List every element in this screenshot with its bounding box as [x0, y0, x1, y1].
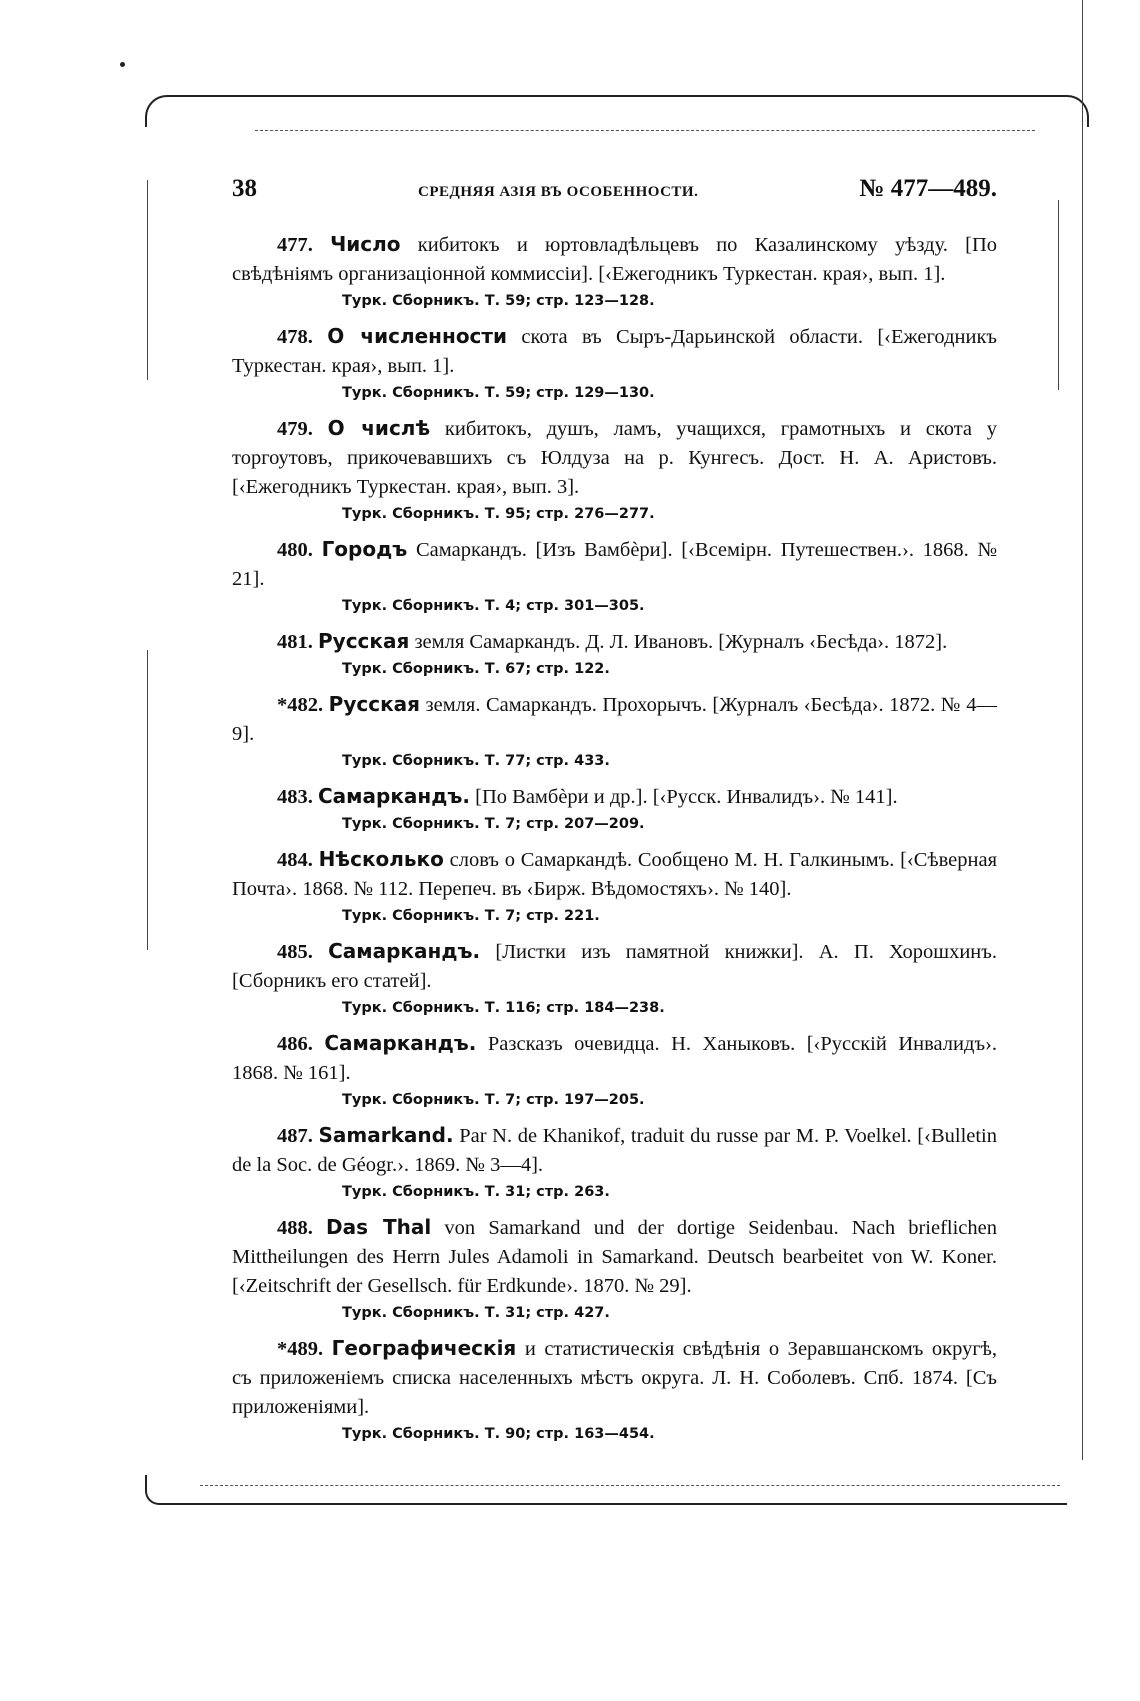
- bibliography-entry: [232, 1029, 997, 1112]
- right-margin-mark: [1058, 200, 1059, 390]
- entry-keyword: Городъ: [321, 537, 408, 561]
- entry-reference: Турк. Сборникъ. Т. 59; стр. 123—128.: [342, 293, 655, 309]
- entry-reference: Турк. Сборникъ. Т. 31; стр. 427.: [342, 1305, 610, 1321]
- entry-number: 479.: [277, 418, 313, 440]
- page-frame-bottom: [145, 1475, 1067, 1505]
- entry-reference: Турк. Сборникъ. Т. 90; стр. 163—454.: [342, 1426, 655, 1442]
- entry-reference: Турк. Сборникъ. Т. 95; стр. 276—277.: [342, 506, 655, 522]
- entry-reference: Турк. Сборникъ. Т. 59; стр. 129—130.: [342, 385, 655, 401]
- entry-description: скота въ Сыръ-Дарьинской области. [‹Ежегодникъ Туркестан. края›, вып. 1].: [232, 326, 997, 377]
- frame-dashed-line-top: [255, 130, 1035, 131]
- entry-reference: Турк. Сборникъ. Т. 67; стр. 122.: [342, 661, 610, 677]
- entry-description: земля. Самаркандъ. Прохорычъ. [Журналъ ‹Бесѣда›. 1872. № 4—9].: [232, 694, 998, 745]
- bibliography-entry: [232, 1121, 997, 1204]
- entry-text: [232, 1334, 997, 1422]
- entry-text: [232, 230, 997, 289]
- entry-reference: Турк. Сборникъ. Т. 31; стр. 263.: [342, 1184, 610, 1200]
- entry-keyword: Самаркандъ.: [318, 784, 471, 808]
- entry-text: [232, 414, 997, 502]
- entry-reference: Турк. Сборникъ. Т. 4; стр. 301—305.: [342, 598, 645, 614]
- entry-text: [232, 1029, 997, 1088]
- bibliography-entry: [232, 230, 997, 313]
- bibliography-entry: [232, 1213, 997, 1325]
- left-margin-mark: [147, 650, 148, 950]
- entry-number: 488.: [277, 1217, 313, 1239]
- entry-text: [232, 535, 997, 594]
- entry-description: [По Вамбѐри и др.]. [‹Русск. Инвалидъ›. № 141].: [475, 786, 898, 808]
- bibliography-entry: [232, 937, 997, 1020]
- entry-number: *482.: [277, 694, 324, 716]
- entry-reference: Турк. Сборникъ. Т. 116; стр. 184—238.: [342, 1000, 665, 1016]
- bibliography-entry: [232, 690, 997, 773]
- entry-reference: Турк. Сборникъ. Т. 7; стр. 207—209.: [342, 816, 645, 832]
- entry-range: № 477—489.: [859, 175, 997, 202]
- entry-text: [232, 1213, 997, 1301]
- entry-number: 480.: [277, 539, 313, 561]
- bibliography-entry: [232, 322, 997, 405]
- left-margin-mark: [147, 180, 148, 380]
- entry-description: [Листки изъ памятной книжки]. А. П. Хорошхинъ. [Сборникъ его статей].: [232, 941, 998, 992]
- entry-keyword: О численности: [327, 324, 508, 348]
- entry-description: кибитокъ и юртовладѣльцевъ по Казалинскому уѣзду. [По свѣдѣніямъ организаціонной коммиссіи]. [‹Ежегодникъ Туркестан. края›, вып. 1].: [232, 234, 998, 285]
- bibliography-entry: [232, 782, 997, 836]
- entry-keyword: О числѣ: [327, 416, 431, 440]
- bibliography-entry: [232, 1334, 997, 1446]
- entry-text: [232, 1121, 997, 1180]
- entry-keyword: Географическія: [331, 1336, 517, 1360]
- entry-description: von Samarkand und der dortige Seidenbau. Nach brieflichen Mittheilungen des Herrn Jules Adamoli in Samarkand. Deutsch bearbeitet von W. Koner. [‹Zeitschrift der Gesellsch. für Erdkunde›. 1870. № 29].: [232, 1217, 998, 1297]
- entry-number: *489.: [277, 1338, 324, 1360]
- entry-number: 484.: [277, 849, 313, 871]
- entry-keyword: Нѣсколько: [318, 847, 444, 871]
- right-margin-mark: [1082, 0, 1083, 1460]
- scan-speck: [120, 62, 125, 67]
- entry-description: кибитокъ, душъ, ламъ, учащихся, грамотныхъ и скота у торгоутовъ, прикочевавшихъ съ Юлдуза на р. Кунгесъ. Дост. Н. А. Аристовъ. [‹Ежегодникъ Туркестан. края›, вып. 3].: [232, 418, 998, 498]
- entry-number: 487.: [277, 1125, 313, 1147]
- entry-description: Разсказъ очевидца. Н. Ханыковъ. [‹Русскій Инвалидъ›. 1868. № 161].: [232, 1033, 997, 1084]
- entry-keyword: Число: [330, 232, 401, 256]
- bibliography-entry: [232, 845, 997, 928]
- entry-text: [232, 937, 997, 996]
- running-title: СРЕДНЯЯ АЗІЯ ВЪ ОСОБЕННОСТИ.: [418, 184, 699, 200]
- bibliography-list: [232, 230, 997, 1455]
- entry-text: [232, 782, 997, 812]
- entry-number: 477.: [277, 234, 313, 256]
- entry-description: Par N. de Khanikof, traduit du russe par M. P. Voelkel. [‹Bulletin de la Soc. de Géogr.›. 1869. № 3—4].: [232, 1125, 998, 1176]
- entry-description: словъ о Самаркандѣ. Сообщено М. Н. Галкинымъ. [‹Сѣверная Почта›. 1868. № 112. Перепеч. въ ‹Бирж. Вѣдомостяхъ›. № 140].: [232, 849, 997, 900]
- page-frame-top: [145, 95, 1089, 127]
- entry-reference: Турк. Сборникъ. Т. 7; стр. 221.: [342, 908, 600, 924]
- entry-keyword: Самаркандъ.: [328, 939, 481, 963]
- entry-keyword: Samarkand.: [318, 1123, 454, 1147]
- entry-keyword: Русская: [328, 692, 420, 716]
- bibliography-entry: [232, 414, 997, 526]
- page-number: 38: [232, 175, 257, 202]
- entry-description: земля Самаркандъ. Д. Л. Ивановъ. [Журналъ ‹Бесѣда›. 1872].: [414, 631, 948, 653]
- page-header: [232, 175, 997, 207]
- entry-number: 483.: [277, 786, 313, 808]
- entry-description: и статистическія свѣдѣнія о Зеравшанскомъ округѣ, съ приложеніемъ списка населенныхъ мѣстъ округа. Л. Н. Соболевъ. Спб. 1874. [Съ приложеніями].: [232, 1338, 998, 1418]
- frame-dashed-line-bottom: [200, 1485, 1060, 1486]
- entry-text: [232, 845, 997, 904]
- bibliography-entry: [232, 627, 997, 681]
- entry-description: Самаркандъ. [Изъ Вамбѐри]. [‹Всемірн. Путешествен.›. 1868. № 21].: [232, 539, 998, 590]
- entry-text: [232, 690, 997, 749]
- entry-keyword: Das Thal: [326, 1215, 432, 1239]
- entry-reference: Турк. Сборникъ. Т. 77; стр. 433.: [342, 753, 610, 769]
- entry-keyword: Самаркандъ.: [324, 1031, 477, 1055]
- entry-text: [232, 322, 997, 381]
- entry-number: 486.: [277, 1033, 313, 1055]
- entry-text: [232, 627, 997, 657]
- entry-number: 478.: [277, 326, 313, 348]
- entry-reference: Турк. Сборникъ. Т. 7; стр. 197—205.: [342, 1092, 645, 1108]
- entry-keyword: Русская: [318, 629, 410, 653]
- entry-number: 485.: [277, 941, 313, 963]
- bibliography-entry: [232, 535, 997, 618]
- entry-number: 481.: [277, 631, 313, 653]
